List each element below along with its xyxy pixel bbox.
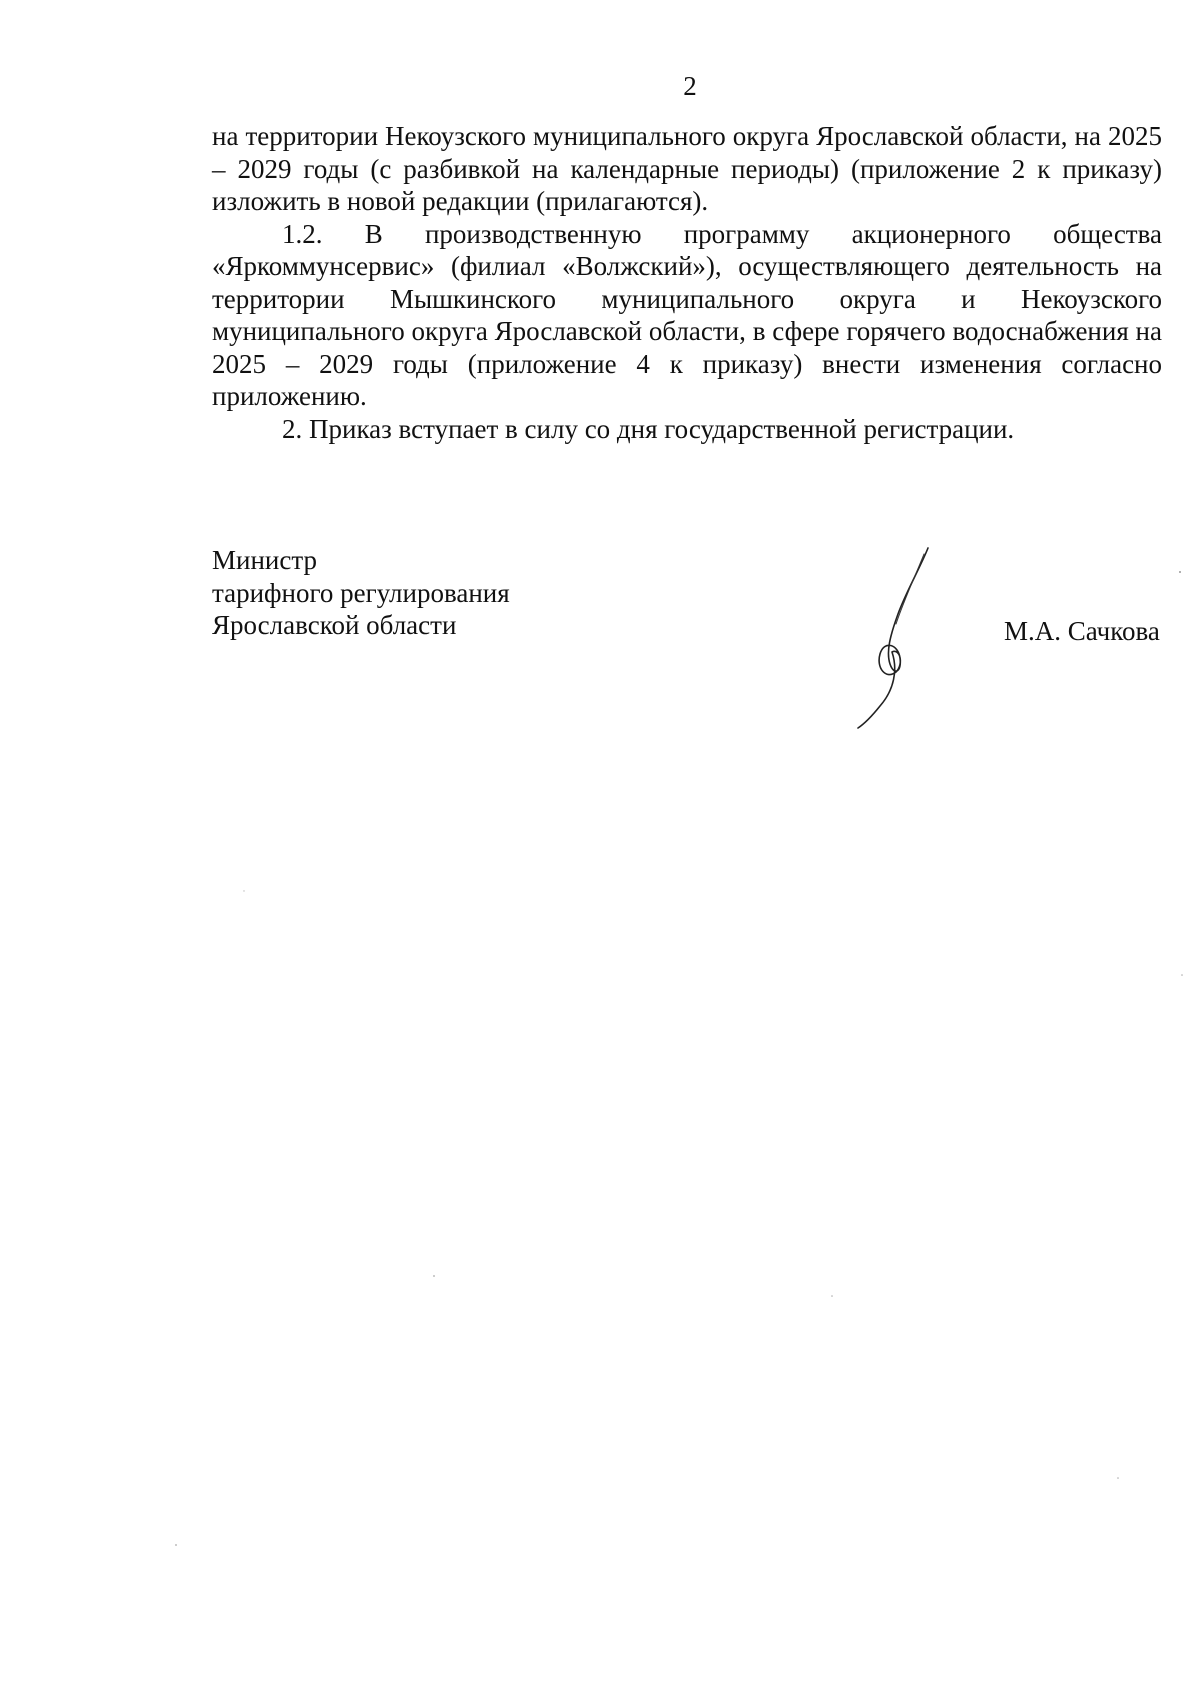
signatory-title-line: Ярославской области [212,610,457,640]
page-number: 2 [683,71,697,101]
signatory-title [212,544,510,642]
paragraph-continuation: на территории Некоузского муниципального округа Ярославской области, на 2025 – 2029 годы (с разбивкой на календарные периоды) (приложение 2 к приказу) изложить в новой редакции (прилагаются). [212,121,1162,216]
signatory-name: М.А. Сачкова [1004,616,1160,646]
handwritten-signature [840,540,950,730]
paragraph-item-1-2: 1.2. В производственную программу акционерного общества «Яркоммунсервис» (филиал «Волжский»), осуществляющего деятельность на территории Мышкинского муниципального округа и Некоузского муниципального округа Ярославской области, в сфере горячего водоснабжения на 2025 – 2029 годы (приложение 4 к приказу) внести изменения согласно приложению. [212,218,1162,411]
paragraph-item-2: 2. Приказ вступает в силу со дня государственной регистрации. [282,413,1015,444]
document-body [212,120,1162,445]
signatory-title-line: Министр [212,545,317,575]
signatory-title-line: тарифного регулирования [212,577,510,608]
